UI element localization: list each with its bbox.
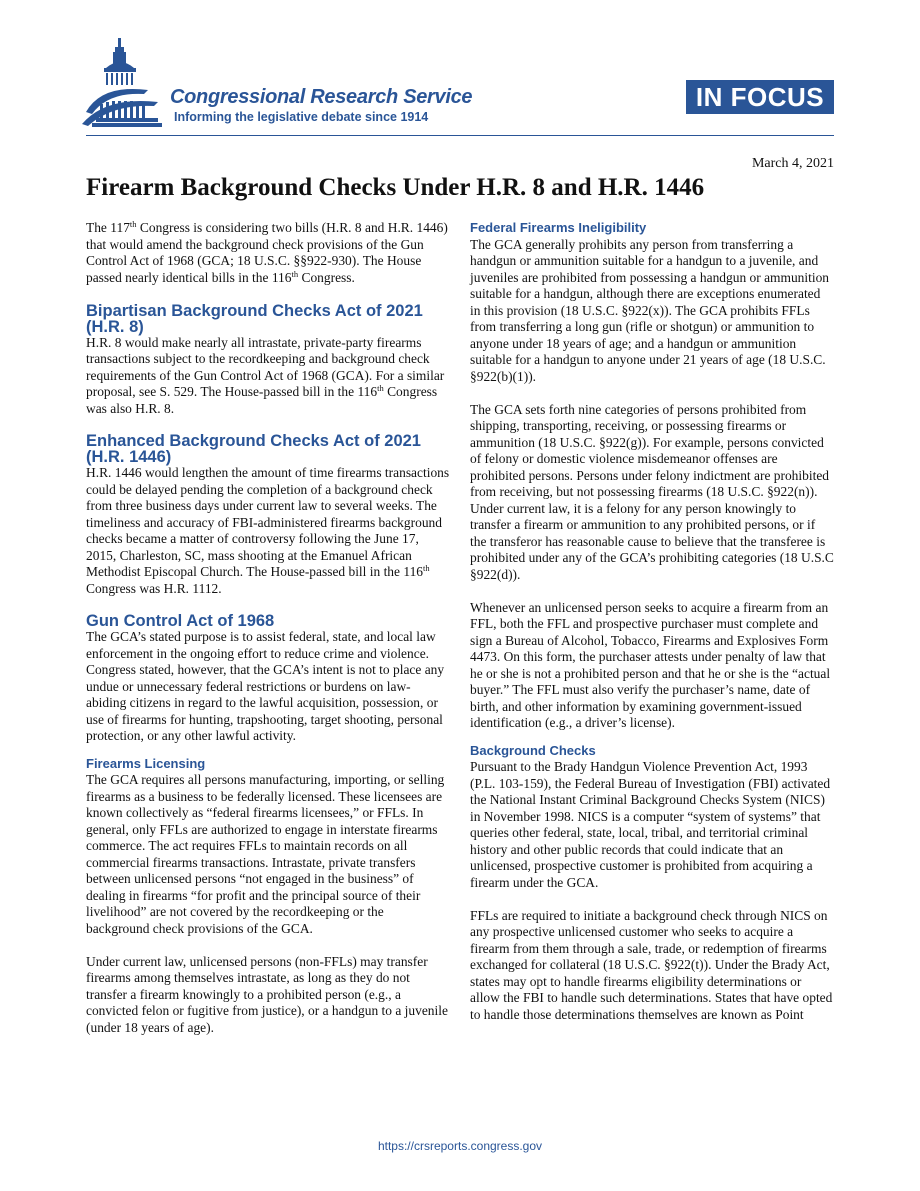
subheading-background-checks: Background Checks <box>470 742 596 758</box>
in-focus-badge: IN FOCUS <box>686 80 834 114</box>
background-paragraph-1: Pursuant to the Brady Handgun Violence Prevention Act, 1993 (P.L. 103-159), the Federal Bureau of Investigation (FBI) activated the National Instant Criminal Background Checks System (NICS) in November 1998. NICS is a computer “system of systems” that queries other federal, state, local, tribal, and territorial criminal history and other public records that could indicate that an unlicensed, prospective customer is prohibited from acquiring a firearm under the GCA. <box>470 759 831 890</box>
footer-url-link[interactable]: https://crsreports.congress.gov <box>377 1139 543 1153</box>
org-name: Congressional Research Service <box>170 86 473 108</box>
org-tagline: Informing the legislative debate since 1914 <box>174 110 429 124</box>
intro-paragraph: The 117th Congress is considering two bills (H.R. 8 and H.R. 1446) that would amend the background check provisions of the Gun Control Act of 1968 (GCA; 18 U.S.C. §§922-930). The House passed nearly identical bills in the 116th Congress. <box>86 219 448 285</box>
subheading-federal-firearms-ineligibility: Federal Firearms Ineligibility <box>470 220 647 235</box>
ineligibility-paragraph-1: The GCA generally prohibits any person from transferring a handgun or ammunition suitable for a handgun to a juvenile, and juveniles are prohibited from possessing a handgun or ammunition suitable for a handgun, although there are exceptions enumerated in this provision (18 U.S.C. §922(x)). The GCA prohibits FFLs from transferring a long gun (rifle or shotgun) or ammunition to anyone under 18 years of age; and a handgun or ammunition suitable for a handgun to anyone under 21 years of age (18 U.S.C. §922(b)(1)). <box>470 236 830 384</box>
left-column <box>86 220 450 1053</box>
background-paragraph-2: FFLs are required to initiate a background check through NICS on any prospective unlicensed customer who seeks to acquire a firearm from them through a sale, trade, or redemption of firearms exchanged for collateral (18 U.S.C. §922(t)). Under the Brady Act, states may opt to handle firearms eligibility determinations or allow the FBI to handle such determinations. States that have opted to handle those determinations themselves are known as Point <box>470 907 833 1022</box>
hr1446-paragraph: H.R. 1446 would lengthen the amount of time firearms transactions could be delayed pending the completion of a background check from three business days under current law to several weeks. The timeliness and accuracy of FBI-administered firearms background checks became a matter of controversy following the June 17, 2015, Charleston, SC, mass shooting at the Emanuel African Methodist Episcopal Church. The House-passed bill in the 116th Congress was H.R. 1112. <box>86 465 450 596</box>
page-title: Firearm Background Checks Under H.R. 8 and H.R. 1446 <box>86 174 705 201</box>
subheading-firearms-licensing: Firearms Licensing <box>86 755 206 771</box>
report-date: March 4, 2021 <box>751 156 834 171</box>
ineligibility-paragraph-2: The GCA sets forth nine categories of persons prohibited from shipping, transporting, receiving, or possessing firearms or ammunition (18 U.S.C. §922(g)). For example, persons convicted of felony or domestic violence misdemeanor offenses are prohibited persons. Persons under felony indictment are prohibited from receiving, but not possessing firearms (18 U.S.C. §922(n)). Under current law, it is a felony for any person knowingly to transfer a firearm or ammunition to any prohibited persons, or if the transferor has reasonable cause to believe that the transferee is prohibited under any of the GCA’s prohibiting categories (18 U.S.C §922(d)). <box>470 401 834 582</box>
licensing-paragraph-2: Under current law, unlicensed persons (non-FFLs) may transfer firearms among themselves intrastate, as long as they do not transfer a firearm knowingly to a prohibited person (e.g., a convicted felon or fugitive from justice), or a handgun to a juvenile (under 18 years of age). <box>86 953 448 1035</box>
section-heading-gca: Gun Control Act of 1968 <box>86 612 275 630</box>
gca-paragraph: The GCA’s stated purpose is to assist federal, state, and local law enforcement in the ongoing effort to reduce crime and violence. Congress stated, however, that the GCA’s intent is not to place any undue or unnecessary federal restrictions or burdens on law-abiding citizens in regard to the lawful acquisition, possession, or use of firearms for hunting, trapshooting, target shooting, personal protection, or any other lawful activity. <box>86 629 445 743</box>
section-heading-hr8: Bipartisan Background Checks Act of 2021 (H.R. 8) <box>86 301 423 336</box>
section-heading-hr1446: Enhanced Background Checks Act of 2021 (H.R. 1446) <box>86 432 421 466</box>
report-header <box>0 0 920 140</box>
licensing-paragraph-1: The GCA requires all persons manufacturing, importing, or selling firearms as a business to be federally licensed. These licensees are known collectively as “federal firearms licensees,” or FFLs. In general, only FFLs are authorized to engage in interstate firearms commerce. The act requires FFLs to maintain records on all commercial firearms transactions. Intrastate, private transfers between unlicensed persons “not engaged in the business” of dealing in firearms “for profit and the principal source of their livelihood” are not covered by the recordkeeping or the background check provisions of the GCA. <box>86 772 445 936</box>
right-column <box>470 220 834 1023</box>
hr8-paragraph: H.R. 8 would make nearly all intrastate, private-party firearms transactions subject to the recordkeeping and background check requirements of the Gun Control Act of 1968 (GCA). For a similar proposal, see S. 529. The House-passed bill in the 116th Congress was also H.R. 8. <box>86 334 445 416</box>
header-divider <box>86 135 834 136</box>
ineligibility-paragraph-3: Whenever an unlicensed person seeks to acquire a firearm from an FFL, both the FFL and prospective purchaser must complete and sign a Bureau of Alcohol, Tobacco, Firearms and Explosives Form 4473. On this form, the purchaser attests under penalty of law that he or she is not a prohibited person and that he or she is the “actual buyer.” The FFL must also verify the purchaser’s name, date of birth, and other information by examining government-issued identification (e.g., a driver’s license). <box>470 599 831 730</box>
capitol-dome-icon <box>82 38 166 130</box>
